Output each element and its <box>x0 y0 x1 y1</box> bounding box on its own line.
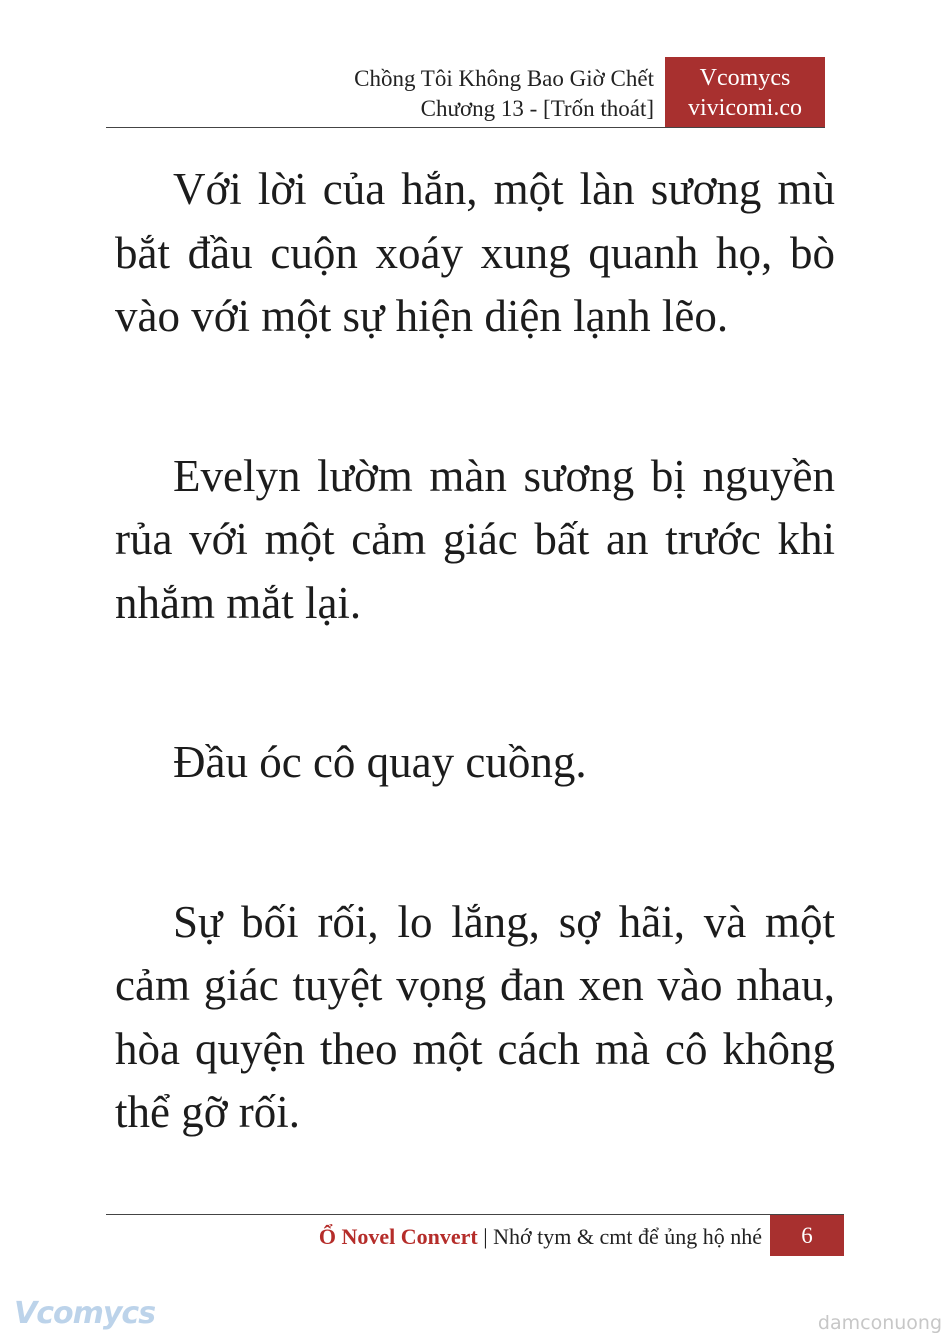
paragraph: Với lời của hắn, một làn sương mù bắt đầu cuộn xoáy xung quanh họ, bò vào với một sự hiện diện lạnh lẽo. <box>115 164 835 341</box>
paragraph: Evelyn lườm màn sương bị nguyền rủa với một cảm giác bất an trước khi nhắm mắt lại. <box>115 450 835 628</box>
paragraph: Sự bối rối, lo lắng, sợ hãi, và một cảm giác tuyệt vọng đan xen vào nhau, hòa quyện theo một cách mà cô không thể gỡ rối. <box>115 896 835 1137</box>
site-badge <box>665 57 825 128</box>
paragraph: Đầu óc cô quay cuồng. <box>173 737 587 787</box>
footer-divider <box>106 1214 844 1215</box>
footer-brand: Ổ Novel Convert <box>318 1224 478 1249</box>
footer-separator: | <box>477 1224 494 1249</box>
book-title: Chồng Tôi Không Bao Giờ Chết <box>354 66 654 91</box>
chapter-title: Chương 13 - [Trốn thoát] <box>420 96 654 121</box>
page-footer <box>319 1222 762 1252</box>
header-divider <box>106 127 825 128</box>
page-header <box>354 64 654 124</box>
page-number: 6 <box>770 1215 844 1256</box>
footer-message: Nhớ tym & cmt để ủng hộ nhé <box>493 1224 762 1249</box>
site-badge-url: vivicomi.co <box>688 95 802 121</box>
site-badge-name: Vcomycs <box>699 65 791 91</box>
watermark: damconuong <box>817 1312 942 1334</box>
chapter-body <box>115 158 835 1145</box>
vcomycs-logo: Vcomycs <box>14 1296 156 1331</box>
